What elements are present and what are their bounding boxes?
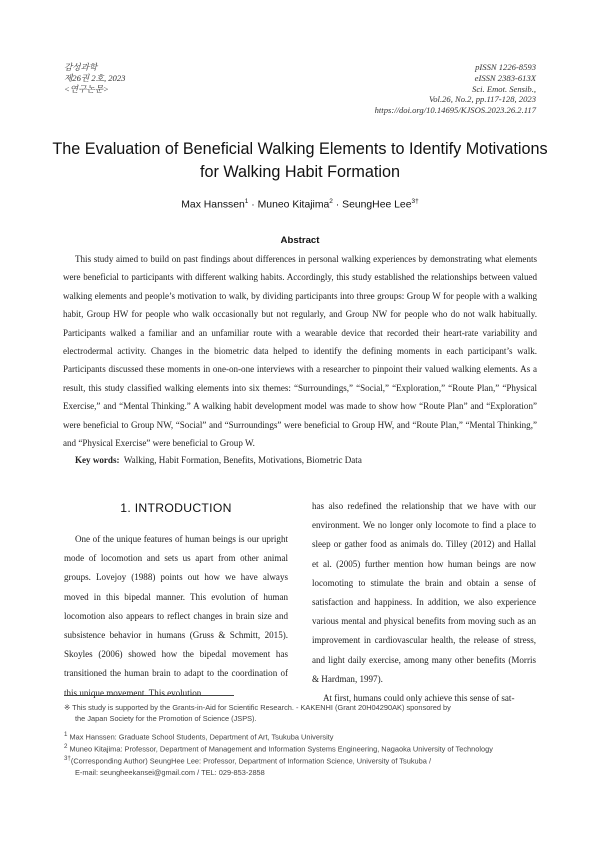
title-line-1: The Evaluation of Beneficial Walking Elements to Identify Motivations xyxy=(52,140,548,158)
journal-abbrev: Sci. Emot. Sensib., xyxy=(472,83,536,94)
author-list xyxy=(40,198,560,210)
section-heading-introduction: 1. INTRODUCTION xyxy=(120,501,232,515)
footnote-mark: 2 xyxy=(64,743,68,750)
footnote-line: (Corresponding Author) SeungHee Lee: Professor, Department of Information Science, University of Tsukuba / xyxy=(70,756,431,766)
abstract-text: This study aimed to build on past findings about differences in personal walking experiences by demonstrating what elements were beneficial to participants with different walking habits. Accordingly, this study established the relationships between valued walking elements and people’s motivation to walk, by dividing participants into three groups: Group W for people with a walking habit, Group HW for people who walk occasionally but not regularly, and Group NW for people who do not walk habitually. Participants walked a familiar and an unfamiliar route with a wearable device that recorded their heart-rate variability and electrodermal activity. Changes in the biometric data helped to identify the defining moments in each participant’s walk. Participants discussed these moments in one-on-one interviews with a researcher to pinpoint their valued walking elements. As a result, this study classified walking elements into six themes: “Surroundings,” “Social,” “Exploration,” “Route Plan,” “Physical Exercise,” and “Mental Thinking.” A walking habit development model was made to show how “Route Plan” and “Exploration” were beneficial to Group NW, “Social” and “Surroundings” were beneficial to Group HW, and “Route Plan,” “Mental Thinking,” and “Physical Exercise” were beneficial to Group W. xyxy=(63,254,537,449)
footnote-line: Max Hanssen: Graduate School Students, Department of Art, Tsukuba University xyxy=(69,732,334,742)
footnote-mark: 1 xyxy=(64,731,68,738)
author-3-affil: 3† xyxy=(411,198,419,205)
footnote-contact[interactable]: E-mail: seungheekansei@gmail.com / TEL: 029-853-2858 xyxy=(75,767,265,777)
volume-pages: Vol.26, No.2, pp.117-128, 2023 xyxy=(428,94,536,105)
keywords-line xyxy=(75,455,535,465)
journal-header-left xyxy=(64,62,125,94)
body-paragraph: At first, humans could only achieve this sense of sat- xyxy=(323,693,515,704)
author-separator: · xyxy=(332,199,343,211)
journal-header-right xyxy=(375,62,536,116)
author-1: Max Hanssen xyxy=(181,199,245,211)
footnote-line: ※ This study is supported by the Grants-in-Aid for Scientific Research. - KAKENHI (Grant 20H04290AK) sponsored by xyxy=(64,703,451,712)
body-paragraph: has also redefined the relationship that we have with our environment. We no longer only locomote to find a place to sleep or gather food as animals do. Tilley (2012) and Hallal et al. (2005) further mention how human beings are now locomoting to stimulate the brain and obtain a sense of satisfaction and happiness. In addition, we also experience various mental and physical benefits from moving such as an improvement in cardiovascular health, the release of stress, and light daily exercise, among many other benefits (Morris & Hardman, 1997). xyxy=(312,501,536,684)
author-3: SeungHee Lee xyxy=(342,199,412,211)
keywords-label: Key words: xyxy=(75,455,120,465)
footnote-line: the Japan Society for the Promotion of Science (JSPS). xyxy=(75,714,257,724)
journal-name-korean: 감성과학 xyxy=(64,62,98,72)
paper-title xyxy=(40,138,560,184)
footnote-line: Muneo Kitajima: Professor, Department of Management and Information Systems Engineering, Nagaoka University of Technology xyxy=(69,744,493,754)
body-column-left: One of the unique features of human beings is our upright mode of locomotion and sets us apart from other animal groups. Lovejoy (1988) points out how we have always moved in this bipedal manner. This evolution of human locomotion also appears to reflect changes in brain size and subsistence behavior in humans (Gruss & Schmitt, 2015). Skoyles (2006) showed how the bipedal movement has transitioned the human brain to adapt to the coordination of this unique movement. This evolution xyxy=(64,534,288,698)
footnote-author-3 xyxy=(64,753,538,778)
title-line-2: for Walking Habit Formation xyxy=(199,163,400,181)
footnote-divider xyxy=(64,695,234,696)
author-2: Muneo Kitajima xyxy=(257,199,330,211)
doi-link[interactable]: https://doi.org/10.14695/KJSOS.2023.26.2.117 xyxy=(374,105,536,116)
footnote-funding xyxy=(64,702,538,724)
article-type-korean: <연구논문> xyxy=(64,83,109,94)
eissn: eISSN 2383-613X xyxy=(474,72,536,83)
pissn: pISSN 1226-8593 xyxy=(475,62,536,72)
abstract-heading: Abstract xyxy=(280,235,320,246)
keywords-text: Walking, Habit Formation, Benefits, Motivations, Biometric Data xyxy=(123,455,362,465)
journal-issue-korean: 제26권 2호, 2023 xyxy=(64,72,126,83)
author-separator: · xyxy=(248,199,258,211)
footnote-mark: 3† xyxy=(64,755,71,762)
author-2-affil: 2 xyxy=(329,198,333,205)
body-column-right xyxy=(312,497,536,708)
author-1-affil: 1 xyxy=(244,198,249,205)
